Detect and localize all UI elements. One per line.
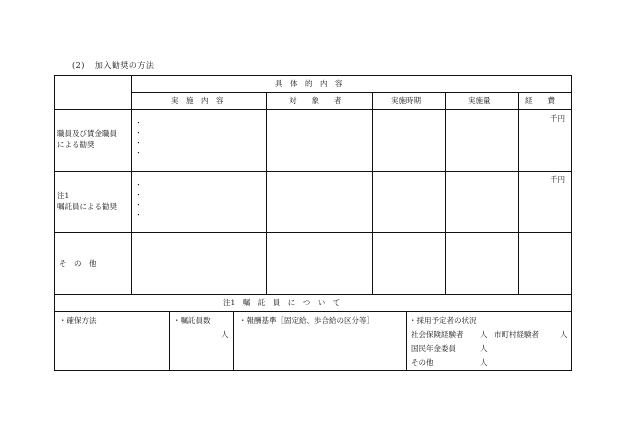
column-header-content: 実 施 内 容 xyxy=(171,96,224,105)
securing-method-label: ・確保方法 xyxy=(59,316,97,325)
grid-line xyxy=(55,232,572,233)
bullet-list xyxy=(135,180,142,220)
grid-line xyxy=(266,92,267,294)
section-number: (2) xyxy=(72,61,85,70)
grid-line xyxy=(55,294,572,295)
count-unit: 人 xyxy=(221,330,229,339)
section-heading xyxy=(72,60,154,71)
grid-line xyxy=(55,311,572,312)
grid-line xyxy=(518,92,519,294)
bullet: ・ xyxy=(135,149,142,157)
grid-line xyxy=(445,92,446,294)
bullet: ・ xyxy=(135,181,142,189)
bullet: ・ xyxy=(135,201,142,209)
cost-unit: 千円 xyxy=(550,175,565,184)
grid-line xyxy=(372,92,373,294)
bullet: ・ xyxy=(135,139,142,147)
other-label: その他 xyxy=(411,358,434,367)
bullet: ・ xyxy=(135,211,142,219)
row-label-line2: 嘱託員による勧奨 xyxy=(57,202,117,211)
bullet-list xyxy=(135,118,142,158)
grid-line xyxy=(233,311,234,371)
row-label-line1: 注1 xyxy=(57,191,70,200)
note-title: 注1 嘱 託 員 に つ い て xyxy=(223,298,341,307)
pay-basis-label: ・報酬基準［固定給、歩合給の区分等］ xyxy=(239,316,374,325)
column-header-amount: 実施量 xyxy=(468,96,491,105)
grid-line xyxy=(55,109,572,110)
row-label-line2: による勧奨 xyxy=(57,140,95,149)
bullet: ・ xyxy=(135,129,142,137)
person-unit: 人 xyxy=(480,344,488,353)
section-title: 加入勧奨の方法 xyxy=(94,61,155,70)
grid-line xyxy=(406,311,407,371)
row-label: そ の 他 xyxy=(59,259,97,268)
person-unit: 人 xyxy=(480,358,488,367)
recruitment-method-table xyxy=(54,75,572,371)
grid-line xyxy=(55,171,572,172)
cost-unit: 千円 xyxy=(550,114,565,123)
grid-line xyxy=(131,76,132,294)
grid-line xyxy=(169,311,170,371)
person-unit: 人 xyxy=(560,330,568,339)
count-label: ・嘱託員数 xyxy=(173,316,211,325)
municipal-exp-label: 市町村経験者 xyxy=(494,330,539,339)
grid-line xyxy=(131,92,572,93)
bullet: ・ xyxy=(135,191,142,199)
social-insurance-exp-label: 社会保険経験者 xyxy=(411,330,464,339)
column-header-target: 対 象 者 xyxy=(289,96,342,105)
column-header-cost: 経 費 xyxy=(525,96,555,105)
person-unit: 人 xyxy=(480,330,488,339)
row-label-line1: 職員及び賃金職員 xyxy=(57,129,117,138)
planned-status-label: ・採用予定者の状況 xyxy=(409,316,477,325)
group-header: 具 体 的 内 容 xyxy=(275,79,343,88)
column-header-timing: 実施時期 xyxy=(391,96,421,105)
bullet: ・ xyxy=(135,119,142,127)
pension-commissioner-label: 国民年金委員 xyxy=(411,344,456,353)
